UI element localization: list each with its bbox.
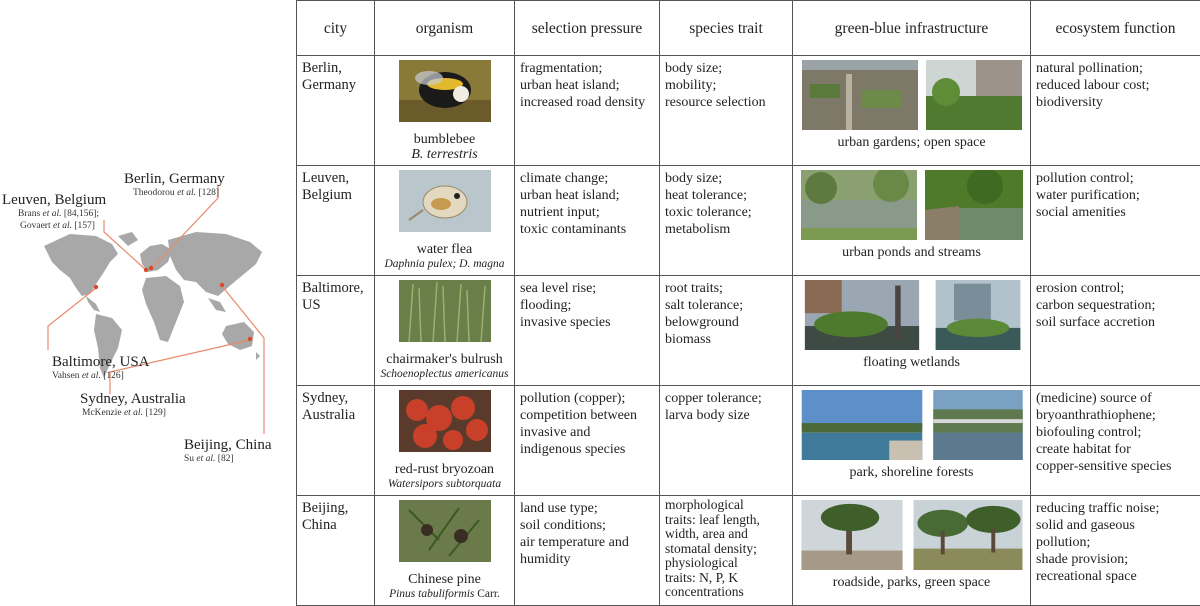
cell-city: Beijing, China: [297, 496, 375, 606]
infra-caption: roadside, parks, green space: [833, 575, 990, 590]
cell-trait: morphological traits: leaf length, width, area and stomatal density; physiological traits: N, P, K concentrations: [660, 496, 793, 606]
map-ref-beijing: Su et al. [82]: [184, 454, 234, 465]
organism-scientific: Daphnia pulex; D. magna: [380, 258, 509, 271]
cell-organism: [375, 166, 515, 276]
park-photo: [800, 390, 924, 460]
organism-scientific: Schoenoplectus americanus: [380, 368, 509, 381]
header-infrastructure: green-blue infrastructure: [793, 1, 1031, 56]
header-species-trait: species trait: [660, 1, 793, 56]
table-row: [297, 496, 1200, 606]
water-flea-photo: [399, 170, 491, 232]
organism-name: water flea: [380, 241, 509, 258]
map-label-berlin: Berlin, Germany: [124, 171, 225, 187]
map-ref-leuven-1: Brans et al. [84,156];: [18, 209, 99, 220]
cell-function: reducing traffic noise; solid and gaseous pollution; shade provision; recreational space: [1031, 496, 1200, 606]
data-table: [296, 0, 1200, 606]
cell-trait: body size; heat tolerance; toxic tolerance; metabolism: [660, 166, 793, 276]
cell-function: pollution control; water purification; social amenities: [1031, 166, 1200, 276]
floating-wetland-photo-2: [932, 280, 1024, 350]
organism-name: Chinese pine: [380, 571, 509, 588]
cell-pressure: pollution (copper); competition between invasive and indigenous species: [515, 386, 660, 496]
table-row: [297, 56, 1200, 166]
organism-name: bumblebee: [380, 131, 509, 148]
infra-caption: urban gardens; open space: [837, 135, 985, 150]
header-organism: organism: [375, 1, 515, 56]
cell-infra: [793, 496, 1031, 606]
map-label-sydney: Sydney, Australia: [80, 391, 186, 407]
cell-city: Sydney, Australia: [297, 386, 375, 496]
roadside-photo: [800, 500, 904, 570]
map-panel: [0, 0, 296, 598]
cell-function: natural pollination; reduced labour cost; biodiversity: [1031, 56, 1200, 166]
urban-pond-photo: [801, 170, 917, 240]
cell-city: Leuven, Belgium: [297, 166, 375, 276]
cell-pressure: sea level rise; flooding; invasive species: [515, 276, 660, 386]
cell-trait: copper tolerance; larva body size: [660, 386, 793, 496]
table-row: [297, 276, 1200, 386]
cell-city: Baltimore, US: [297, 276, 375, 386]
world-map: [0, 0, 296, 598]
map-label-leuven: Leuven, Belgium: [2, 192, 106, 208]
urban-stream-photo: [925, 170, 1023, 240]
shoreline-forest-photo: [932, 390, 1024, 460]
green-space-photo: [912, 500, 1024, 570]
cell-function: erosion control; carbon sequestration; soil surface accretion: [1031, 276, 1200, 386]
cell-infra: [793, 276, 1031, 386]
organism-scientific: Pinus tabuliformis Carr.: [380, 588, 509, 601]
table-row: [297, 166, 1200, 276]
infra-caption: urban ponds and streams: [842, 245, 981, 260]
organism-name: chairmaker's bulrush: [380, 351, 509, 368]
map-ref-berlin: Theodorou et al. [128]: [133, 188, 219, 199]
cell-trait: root traits; salt tolerance; belowground biomass: [660, 276, 793, 386]
map-label-beijing: Beijing, China: [184, 437, 272, 453]
bryozoan-photo: [399, 390, 491, 452]
cell-pressure: fragmentation; urban heat island; increased road density: [515, 56, 660, 166]
floating-wetland-photo-1: [800, 280, 924, 350]
cell-infra: [793, 166, 1031, 276]
map-ref-sydney: McKenzie et al. [129]: [82, 408, 166, 419]
map-label-baltimore: Baltimore, USA: [52, 354, 150, 370]
infra-caption: floating wetlands: [863, 355, 960, 370]
chinese-pine-photo: [399, 500, 491, 562]
bumblebee-photo: [399, 60, 491, 122]
table-header-row: [297, 1, 1200, 56]
header-selection-pressure: selection pressure: [515, 1, 660, 56]
open-space-photo: [926, 60, 1022, 130]
organism-name: red-rust bryozoan: [380, 461, 509, 478]
cell-organism: [375, 276, 515, 386]
cell-city: Berlin, Germany: [297, 56, 375, 166]
header-ecosystem-function: ecosystem function: [1031, 1, 1200, 56]
table-row: [297, 386, 1200, 496]
organism-scientific: Watersipors subtorquata: [380, 478, 509, 491]
infra-caption: park, shoreline forests: [849, 465, 973, 480]
header-city: city: [297, 1, 375, 56]
cell-organism: [375, 496, 515, 606]
cell-function: (medicine) source of bryoanthrathiophene; biofouling control; create habitat for copper-sensitive species: [1031, 386, 1200, 496]
cell-pressure: climate change; urban heat island; nutrient input; toxic contaminants: [515, 166, 660, 276]
map-ref-baltimore: Vahsen et al. [126]: [52, 371, 124, 382]
bulrush-photo: [399, 280, 491, 342]
cell-organism: [375, 386, 515, 496]
cell-infra: [793, 386, 1031, 496]
cell-pressure: land use type; soil conditions; air temperature and humidity: [515, 496, 660, 606]
urban-gardens-photo: [802, 60, 918, 130]
cell-trait: body size; mobility; resource selection: [660, 56, 793, 166]
cell-infra: [793, 56, 1031, 166]
organism-scientific: B. terrestris: [380, 148, 509, 161]
map-ref-leuven-2: Govaert et al. [157]: [20, 221, 95, 232]
cell-organism: [375, 56, 515, 166]
